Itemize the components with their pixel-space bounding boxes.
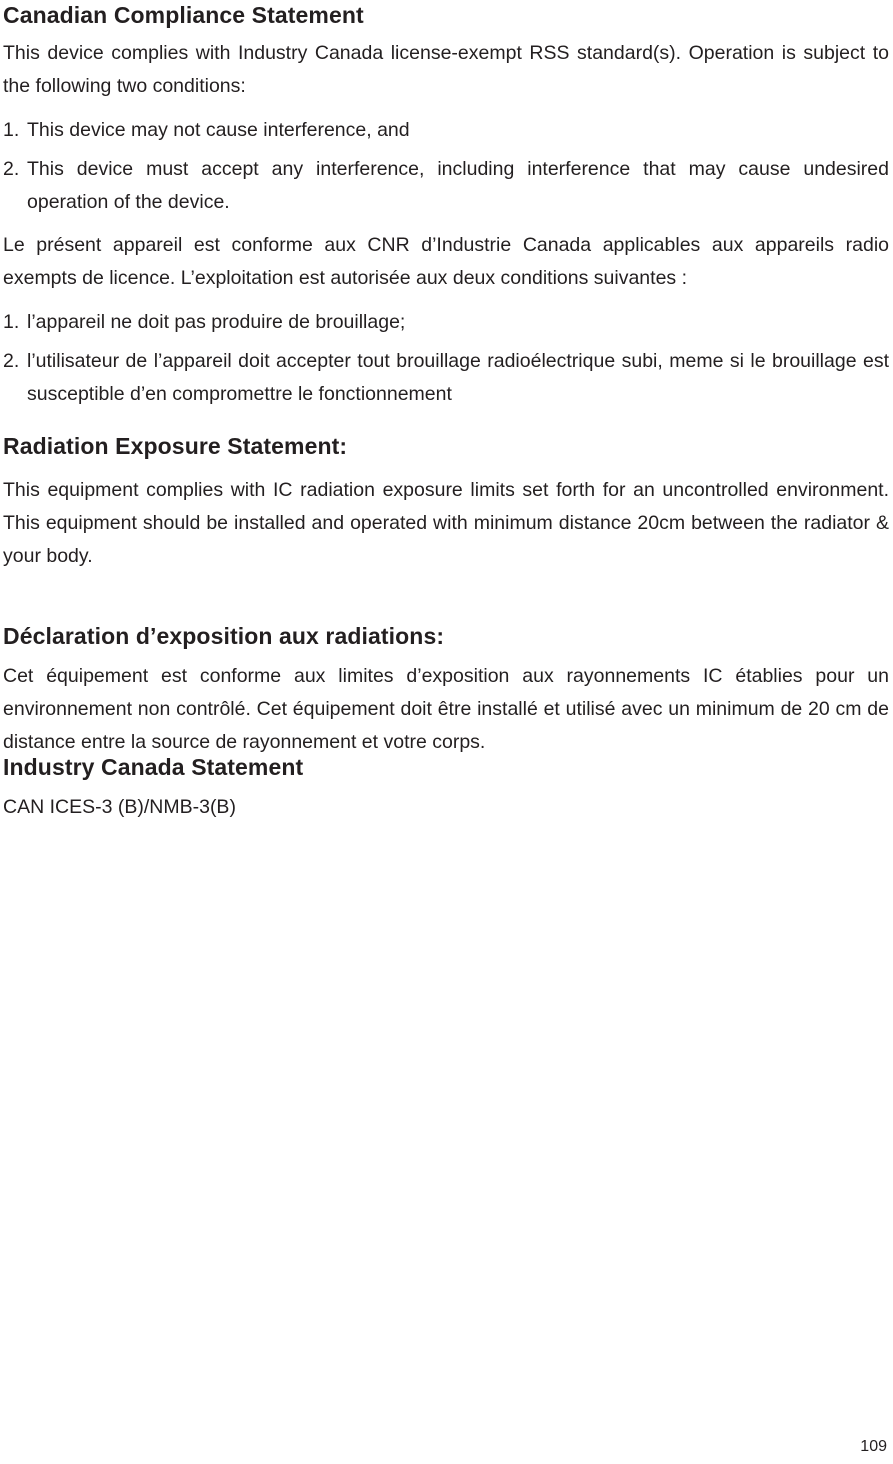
- canadian-conditions-list: [3, 114, 889, 219]
- list-item-text: This device must accept any interference, including interference that may cause undesired operation of the device.: [27, 158, 889, 213]
- list-item-number: 1.: [3, 119, 20, 141]
- list-item-text: l’appareil ne doit pas produire de brouillage;: [27, 311, 406, 333]
- list-item: [3, 345, 889, 411]
- radiation-exposure-fr-paragraph: Cet équipement est conforme aux limites d’exposition aux rayonnements IC établies pour un environnement non contrôlé. Cet équipement doit être installé et utilisé avec un minimum de 20 cm de distance entre la source de rayonnement et votre corps.: [3, 665, 889, 753]
- radiation-exposure-paragraph: This equipment complies with IC radiation exposure limits set forth for an uncontrolled environment. This equipment should be installed and operated with minimum distance 20cm between the radiator & your body.: [3, 479, 889, 567]
- list-item: [3, 153, 889, 219]
- list-item: [3, 114, 889, 147]
- canadian-intro-paragraph: This device complies with Industry Canada license-exempt RSS standard(s). Operation is subject to the following two conditions:: [3, 42, 889, 97]
- radiation-exposure-fr-heading: Déclaration d’exposition aux radiations:: [3, 623, 445, 649]
- radiation-exposure-heading: Radiation Exposure Statement:: [3, 433, 348, 459]
- list-item-number: 2.: [3, 158, 20, 180]
- list-item-number: 2.: [3, 350, 20, 372]
- list-item-text: l’utilisateur de l’appareil doit accepter tout brouillage radioélectrique subi, meme si le brouillage est susceptible d’en compromettre le fonctionnement: [27, 350, 889, 405]
- page-number: 109: [860, 1438, 887, 1455]
- industry-canada-heading: Industry Canada Statement: [3, 754, 304, 780]
- list-item-number: 1.: [3, 311, 20, 333]
- canadian-compliance-heading: Canadian Compliance Statement: [3, 2, 364, 28]
- list-item-text: This device may not cause interference, and: [27, 119, 410, 141]
- industry-canada-text: CAN ICES-3 (B)/NMB-3(B): [3, 796, 236, 818]
- list-item: [3, 306, 889, 339]
- canadian-intro-fr-paragraph: Le présent appareil est conforme aux CNR d’Industrie Canada applicables aux appareils radio exempts de licence. L’exploitation est autorisée aux deux conditions suivantes :: [3, 234, 889, 289]
- canadian-conditions-fr-list: [3, 306, 889, 411]
